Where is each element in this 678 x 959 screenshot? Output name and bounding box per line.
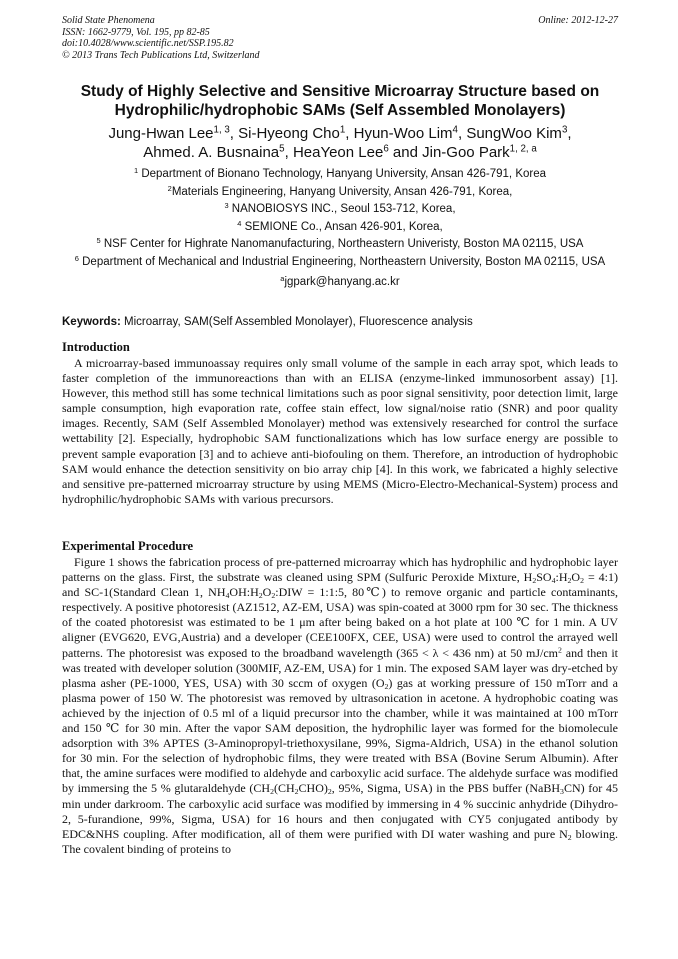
author-separator: and: [388, 144, 423, 161]
introduction-heading: Introduction: [62, 340, 130, 354]
experimental-heading: Experimental Procedure: [62, 539, 194, 553]
subscript: 3: [560, 787, 564, 797]
author-name: Si-Hyeong Cho: [238, 125, 340, 142]
subscript: 2: [327, 787, 332, 797]
email-sup: a: [280, 273, 285, 283]
journal-header: [62, 15, 618, 61]
introduction-paragraph: A microarray-based immunoassay requires only small volume of the sample in each array spot, which leads to faster completion of the immunoreactions than with an ELISA (enzyme-linked immunosorbent assay) [1]. However, this method still has some technical limitations such as poor signal sensitivity, poor detection limit, large sample consumption, high evaporation rate, coffee stain effect, low signal/noise ratio (SNR) and poor quality images. Recently, SAM (Self Assembled Monolayer) method was extensively researched for control the surface wettability [2]. Especially, hydrophobic SAM functionalizations which has low surface energy are possible to prevent sample evaporation [3] and to achieve anti-biofouling on them. Therefore, an introduction of hydrophobic SAM would enhance the detection sensitivity on bio array chip [4]. In this work, we fabricated a highly selective and sensitive pre-patterned microarray structure by using MEMS (Micro-Electro-Mechanical-System) process and hydrophilic/hydrophobic SAMs with various precursors.: [62, 356, 618, 506]
email-address[interactable]: jgpark@hanyang.ac.kr: [284, 276, 400, 288]
subscript: 4: [225, 591, 230, 601]
author-affil-sup: 3: [561, 124, 568, 136]
text-run: Figure 1 shows the fabrication process of pre-patterned microarray which has hydrophilic and hydrophobic layer patterns on the glass. First, the substrate was cleaned using SPM (Sulfuric Peroxide Mixture, H: [62, 555, 618, 585]
affiliation-text: NSF Center for Highrate Nanomanufacturing, Northeastern Univeristy, Boston MA 02115, USA: [100, 238, 584, 250]
affiliation-text: Department of Bionano Technology, Hanyang University, Ansan 426-791, Korea: [138, 168, 547, 180]
keywords-text: Microarray, SAM(Self Assembled Monolayer), Fluorescence analysis: [120, 316, 473, 328]
author-separator: ,: [567, 125, 572, 142]
experimental-paragraph: [62, 555, 618, 857]
author-name: Jung-Hwan Lee: [108, 125, 214, 142]
affiliation-item: [52, 201, 628, 219]
affiliation-sup: 3: [224, 200, 229, 210]
online-date: Online: 2012-12-27: [538, 15, 618, 26]
author-affil-sup: 5: [279, 143, 285, 155]
affiliation-text: SEMIONE Co., Ansan 426-901, Korea,: [241, 220, 443, 233]
subscript: 2: [567, 576, 572, 586]
affiliation-item: [52, 254, 628, 272]
author-list: [62, 124, 618, 162]
text-run: OH:H: [229, 585, 259, 600]
subscript: 2: [580, 576, 584, 586]
author-affil-sup: 6: [383, 143, 389, 155]
subscript: 2: [258, 591, 263, 601]
author-affil-sup: 1, 2, a: [509, 143, 537, 155]
text-run: :DIW = 1:1:5, 80℃) to remove organic and particle contaminants, respectively. A positive photoresist (AZ1512, AZ-EM, USA) was spin-coated at 3000 rpm for 30 sec. The thickness of the coated photoresist was estimated to be 1 μm after being baked on a hot plate at 100 ℃ for 1 min. A UV aligner (EVG620, EVG,Austria) and a developer (CEE100FX, CEE, USA) were used to control the arrayed well patterns. The photoresist was exposed to the broadband wavelength (365 < λ < 436 nm) at 50 mJ/cm: [62, 585, 618, 660]
author-name: HeaYeon Lee: [292, 144, 384, 161]
text-run: ) gas at working pressure of 150 mTorr and a plasma power of 150 W. The photoresist was removed by ultrasonication in acetone. A hydrophobic coating was achieved by the injection of 0.5 ml of a liquid precursor into the chamber, while it was maintained at 100 mTorr and 150 ℃ for 30 min. After the vapor SAM deposition, the hydrophilic layer was formed for the biomolecule adsorption with 3% APTES (3-Aminopropyl-triethoxysilane, 99%, Sigma-Aldrich, USA) in the ethanol solution for 30 min. For the selection of hydrophobic films, they were treated with BSA (Bovine Serum Albumin). After that, the amine surfaces were modified to aldehyde and carboxylic acid surface. The aldehyde surface was modified by immersing the 5 % glutaraldehyde (CH: [62, 675, 618, 796]
subscript: 2: [384, 681, 389, 691]
title-line-1: Study of Highly Selective and Sensitive Microarray Structure based on: [80, 83, 600, 100]
affiliation-item: [52, 166, 628, 184]
author-separator: ,: [284, 144, 293, 161]
subscript: 2: [294, 787, 299, 797]
email-line: [52, 274, 628, 292]
author-affil-sup: 1, 3: [213, 124, 230, 136]
keywords-line: [62, 315, 618, 329]
title-line-2: Hydrophilic/hydrophobic SAMs (Self Assembled Monolayers): [114, 102, 566, 119]
text-run: = 4:1) and SC-1(Standard Clean 1, NH: [62, 570, 618, 600]
keywords-label: Keywords:: [62, 316, 121, 328]
subscript: 2: [270, 787, 274, 797]
copyright-line: © 2013 Trans Tech Publications Ltd, Switzerland: [62, 49, 260, 61]
author-separator: ,: [229, 125, 239, 142]
issn-line: ISSN: 1662-9779, Vol. 195, pp 82-85: [62, 26, 210, 38]
affiliation-item: [52, 184, 628, 202]
text-run: O: [262, 585, 272, 600]
text-run: O: [571, 570, 581, 585]
author-affil-sup: 4: [452, 124, 458, 136]
text-run: and then it was treated with developer solution (300MIF, AZ-EM, USA) for 1 min. The exposed SAM layer was dry-etched by plasma asher (PE-1000, YES, USA) with 30 sccm of oxygen (O: [62, 645, 619, 690]
author-separator: ,: [457, 125, 467, 142]
affiliation-sup: 1: [133, 165, 139, 175]
text-run: (CH: [273, 781, 295, 796]
affiliation-text: Materials Engineering, Hanyang University, Ansan 426-791, Korea,: [171, 185, 513, 198]
affiliation-sup: 6: [74, 253, 79, 263]
subscript: 4: [551, 576, 556, 586]
author-name: Hyun-Woo Lim: [353, 125, 453, 142]
affiliation-item: [52, 219, 628, 237]
journal-name: Solid State Phenomena: [62, 15, 155, 26]
author-name: Jin-Goo Park: [422, 144, 510, 161]
text-run: blowing. The covalent binding of proteins to: [62, 826, 618, 856]
affiliation-sup: 4: [237, 218, 242, 228]
subscript: 2: [532, 576, 537, 586]
affiliation-sup: 2: [167, 183, 172, 193]
affiliation-item: [52, 236, 628, 254]
author-name: SungWoo Kim: [466, 125, 562, 142]
subscript: 2: [271, 591, 276, 601]
text-run: CN) for 45 min under darkroom. The carboxylic acid surface was modified by immersing in 4 % succinic anhydride (Dihydro-2, 5-furandione, 99%, Sigma, USA) for 16 hours and then conjugated with CY5 conjugated antibody by EDC&NHS coupling. After modification, all of them were purified with DI water washing and pure N: [62, 781, 618, 841]
text-run: :H: [555, 570, 568, 585]
superscript: 2: [558, 645, 562, 655]
author-name: Ahmed. A. Busnaina: [143, 144, 280, 161]
subscript: 2: [567, 832, 572, 842]
text-run: , 95%, Sigma, USA) in the PBS buffer (NaBH: [331, 781, 561, 796]
doi-line[interactable]: doi:10.4028/www.scientific.net/SSP.195.82: [62, 38, 234, 49]
author-separator: ,: [345, 125, 354, 142]
text-run: CHO): [298, 781, 328, 796]
paper-title: [62, 82, 618, 120]
affiliation-text: NANOBIOSYS INC., Seoul 153-712, Korea,: [228, 203, 456, 215]
text-run: SO: [536, 570, 552, 585]
affiliation-sup: 5: [96, 235, 101, 245]
affiliation-list: [52, 166, 628, 292]
affiliation-text: Department of Mechanical and Industrial Engineering, Northeastern University, Boston MA 02115, USA: [78, 255, 606, 268]
author-affil-sup: 1: [339, 124, 346, 136]
